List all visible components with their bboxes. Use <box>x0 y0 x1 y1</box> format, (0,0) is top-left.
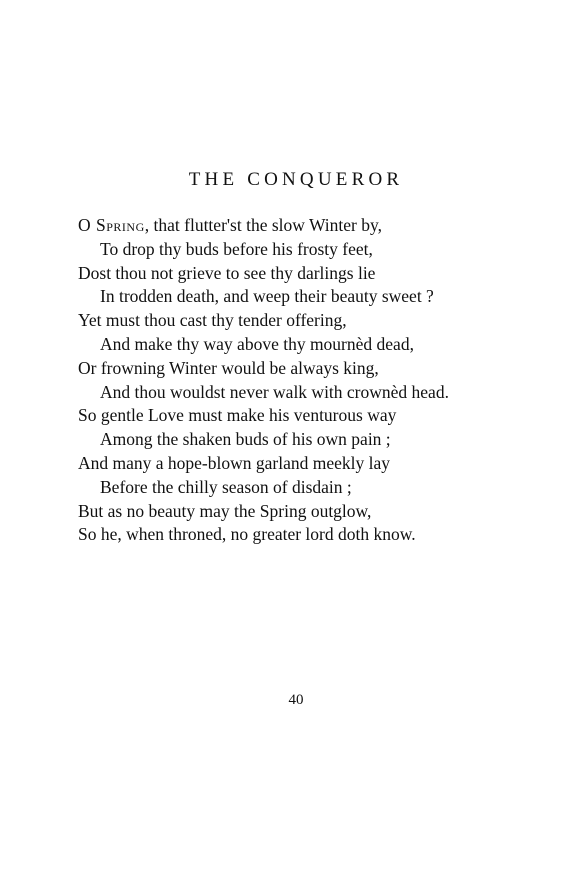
poem-line-2: To drop thy buds before his frosty feet, <box>100 238 373 259</box>
poem-opening-words: O Spring <box>78 215 145 235</box>
poem-line-10: Among the shaken buds of his own pain ; <box>100 429 391 450</box>
poem-line-11: And many a hope-blown garland meekly lay <box>78 452 390 473</box>
poem-line-1-rest: , that flutter'st the slow Winter by, <box>144 215 382 235</box>
poem-line-4: In trodden death, and weep their beauty sweet ? <box>100 286 434 307</box>
poem-line-8: And thou wouldst never walk with crownèd head. <box>100 381 449 402</box>
poem-line-14: So he, when throned, no greater lord doth know. <box>78 524 416 545</box>
poem-title: THE CONQUEROR <box>188 169 404 190</box>
poem-line-5: Yet must thou cast thy tender offering, <box>78 310 347 331</box>
poem-body <box>78 214 548 547</box>
poem-line-13: But as no beauty may the Spring outglow, <box>78 500 372 521</box>
poem-line-9: So gentle Love must make his venturous way <box>78 405 397 426</box>
page-number: 40 <box>288 692 304 708</box>
poem-line-3: Dost thou not grieve to see thy darlings lie <box>78 262 376 283</box>
poem-line-1 <box>78 214 548 238</box>
poem-line-6: And make thy way above thy mournèd dead, <box>100 333 414 354</box>
poem-line-7: Or frowning Winter would be always king, <box>78 357 379 378</box>
poem-line-12: Before the chilly season of disdain ; <box>100 476 352 497</box>
